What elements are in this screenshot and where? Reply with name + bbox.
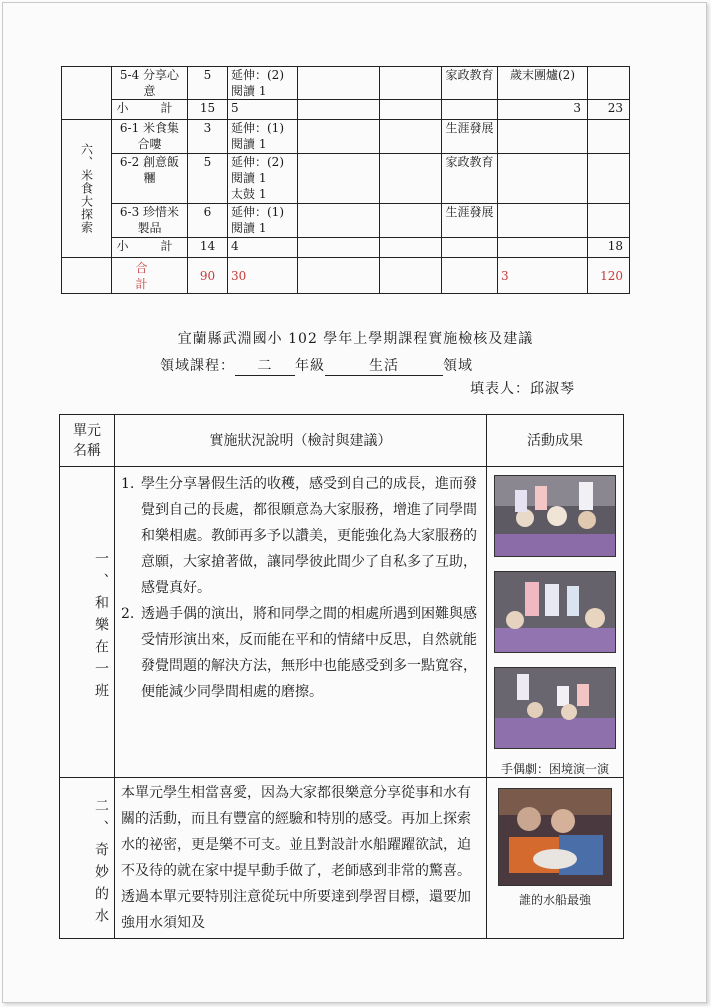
total-cell: 120: [588, 258, 630, 294]
grade-value: 二: [235, 355, 295, 376]
topic-cell: 生涯發展: [442, 120, 498, 154]
table-row: [60, 778, 624, 939]
table-row: [60, 467, 624, 778]
total-cell: [588, 67, 630, 100]
detail-cell: 延伸：(1) 閱讀 1: [228, 204, 298, 238]
empty-cell: [588, 204, 630, 238]
result-cell: [487, 778, 624, 939]
domain-label: 領域課程：: [160, 358, 235, 374]
topic-cell: 家政教育: [442, 154, 498, 204]
empty-cell: [442, 238, 498, 258]
empty-cell: [380, 154, 442, 204]
detail-cell: 5: [228, 100, 298, 120]
hours-cell: 6: [188, 204, 228, 238]
unit-name-cell: 二、奇妙的水: [60, 778, 115, 939]
table-row: [62, 67, 630, 100]
review-table: [59, 414, 624, 939]
photo-caption: 誰的水船最強: [518, 893, 591, 907]
lesson-cell: 6-1 米食集合嘍: [112, 120, 188, 154]
detail-cell: 4: [228, 238, 298, 258]
hours-cell: 90: [188, 258, 228, 294]
detail-cell: 延伸：(2) 閱讀 1 太鼓 1: [228, 154, 298, 204]
photo-caption: 手偶劇：困境演一演: [500, 762, 609, 776]
empty-cell: [298, 154, 380, 204]
hours-cell: 14: [188, 238, 228, 258]
unit-name-cell: 一、和樂在一班: [60, 467, 115, 778]
empty-cell: [298, 238, 380, 258]
empty-cell: [498, 154, 588, 204]
empty-cell: [442, 100, 498, 120]
detail-cell: 30: [228, 258, 298, 294]
empty-cell: [588, 120, 630, 154]
list-item: 1. 學生分享暑假生活的收穫，感受到自己的成長，進而發覺到自己的長處，都很願意為大家服務，增進了同學間和樂相處。教師再多予以讚美，更能強化為大家服務的意願，大家搶著做，讓同學彼此間少了自私多了互助，感覺真好。: [121, 476, 477, 596]
empty-cell: [62, 258, 112, 294]
lesson-cell: 6-3 珍惜米製品: [112, 204, 188, 238]
empty-cell: [498, 238, 588, 258]
puppet-photo-3: [494, 667, 616, 749]
table-row: [62, 238, 630, 258]
lesson-cell: 小 計: [112, 100, 188, 120]
unit-cell: [62, 67, 112, 120]
table-row: [62, 204, 630, 238]
empty-cell: [588, 154, 630, 204]
table-row: [62, 154, 630, 204]
topic-cell: 生涯發展: [442, 204, 498, 238]
empty-cell: [298, 100, 380, 120]
unit-header: 單元 名稱: [60, 415, 115, 467]
extra-cell: 3: [498, 258, 588, 294]
empty-cell: [298, 258, 380, 294]
detail-cell: 延伸：(2) 閱讀 1: [228, 67, 298, 100]
puppet-photo-2: [494, 571, 616, 653]
grand-total-label: 合 計: [112, 258, 188, 294]
course-plan-table: [61, 66, 630, 294]
domain-line: [160, 355, 473, 376]
topic-cell: 家政教育: [442, 67, 498, 100]
hours-cell: 5: [188, 67, 228, 100]
subject-value: 生活: [325, 355, 443, 376]
table-row: [62, 258, 630, 294]
description-cell: [115, 467, 487, 778]
empty-cell: [498, 204, 588, 238]
description-header: 實施狀況說明（檢討與建議）: [115, 415, 487, 467]
empty-cell: [498, 120, 588, 154]
table-header-row: [60, 415, 624, 467]
filler-name: 填表人：邱淑琴: [470, 381, 575, 397]
hours-cell: 3: [188, 120, 228, 154]
empty-cell: [298, 67, 380, 100]
extra-cell: 歲末團爐(2): [498, 67, 588, 100]
total-cell: 23: [588, 100, 630, 120]
result-header: 活動成果: [487, 415, 624, 467]
hours-cell: 15: [188, 100, 228, 120]
puppet-photo-1: [494, 475, 616, 557]
table-row: [62, 100, 630, 120]
empty-cell: [380, 100, 442, 120]
empty-cell: [380, 238, 442, 258]
empty-cell: [298, 204, 380, 238]
detail-cell: 延伸：(1) 閱讀 1: [228, 120, 298, 154]
report-title: 宜蘭縣武淵國小 102 學年上學期課程實施檢核及建議: [177, 331, 534, 347]
subject-label: 領域: [443, 358, 473, 374]
list-item: 2. 透過手偶的演出，將和同學之間的相處所遇到困難與感受情形演出來，反而能在平和的情緒中反思，自然就能發覺問題的解決方法，無形中也能感受到多一點寬容，便能減少同學間相處的磨擦。: [121, 606, 477, 700]
unit-name-cell: 六、米食大探索: [62, 120, 112, 258]
description-cell: 本單元學生相當喜愛，因為大家都很樂意分享從事和水有關的活動，而且有豐富的經驗和特別的感受。再加上探索水的祕密，更是樂不可支。並且對設計水船躍躍欲試，迫不及待的就在家中提早動手做了，老師感到非常的驚喜。透過本單元要特別注意從玩中所要達到學習目標，還要加強用水須知及: [115, 778, 487, 939]
lesson-cell: 6-2 創意飯糰: [112, 154, 188, 204]
table-row: [62, 120, 630, 154]
water-boat-photo: [498, 788, 612, 886]
empty-cell: [380, 120, 442, 154]
empty-cell: [442, 258, 498, 294]
extra-cell: 3: [498, 100, 588, 120]
empty-cell: [380, 67, 442, 100]
lesson-cell: 小 計: [112, 238, 188, 258]
total-cell: 18: [588, 238, 630, 258]
empty-cell: [380, 204, 442, 238]
grade-label: 年級: [295, 358, 325, 374]
result-cell: [487, 467, 624, 778]
hours-cell: 5: [188, 154, 228, 204]
lesson-cell: 5-4 分享心意: [112, 67, 188, 100]
empty-cell: [298, 120, 380, 154]
empty-cell: [380, 258, 442, 294]
